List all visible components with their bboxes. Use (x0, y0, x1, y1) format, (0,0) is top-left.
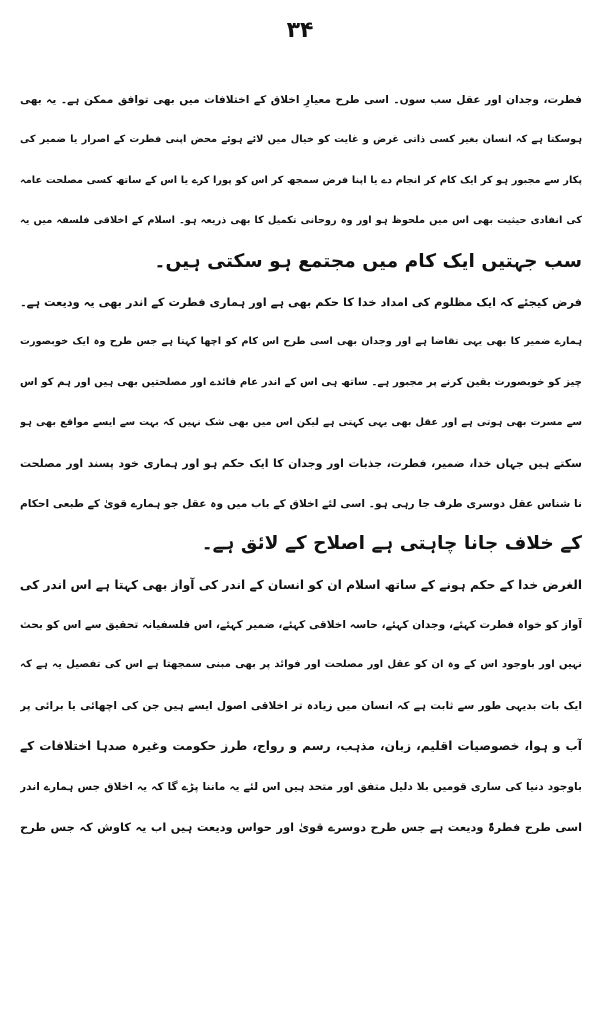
text-line: نا شناس عقل دوسری طرف جا رہی ہو۔ اسی لئے اخلاق کے باب میں وہ عقل جو ہمارے قویٰ کے طبعی احکام (20, 497, 582, 510)
page-number: ۳۴ (286, 18, 314, 43)
text-line: سکتے ہیں جہاں خدا، ضمیر، فطرت، جذبات اور وجدان کا ایک حکم ہو اور ہماری خود پسند اور مصلحت (20, 456, 582, 470)
text-line: کے خلاف جانا چاہتی ہے اصلاح کے لائق ہے۔ (201, 533, 582, 555)
text-line: کی انفادی حیثیت بھی اس میں ملحوظ ہو اور وہ روحانی تکمیل کا بھی ذریعہ ہو۔ اسلام کے اخلاقی فلسفہ میں یہ (20, 215, 582, 227)
text-line: فطرت، وجدان اور عقل سب سوں۔ اسی طرح معیارِ اخلاق کے اختلافات میں بھی توافق ممکن ہے۔ یہ بھی (20, 94, 582, 106)
text-line: ایک بات بدیہی طور سے ثابت ہے کہ انسان میں زیادہ تر اخلاقی اصول ایسے ہیں جن کی اچھائی یا برائی پر (20, 699, 582, 712)
text-line: فرض کیجئے کہ ایک مظلوم کی امداد خدا کا حکم بھی ہے اور ہماری فطرت کے اندر بھی یہ ودیعت ہے۔ (20, 294, 582, 309)
text-line: ہوسکتا ہے کہ انسان بغیر کسی ذاتی غرض و غایت کو خیال میں لائے ہوئے محض اپنی فطرت کے اصرار یا ضمیر کی (20, 134, 582, 146)
text-line: چیز کو خوبصورت یقین کرنے پر مجبور ہے۔ ساتھ ہی اس کے اندر عام فائدے اور مصلحتیں بھی ہیں اور ہم کو اس (20, 376, 582, 388)
text-line: الغرض خدا کے حکم ہونے کے ساتھ اسلام ان کو انسان کے اندر کی آواز بھی کہتا ہے اس اندر کی (20, 577, 582, 592)
text-line: آواز کو خواہ فطرت کہئے، وجدان کہئے، حاسہ اخلاقی کہئے، ضمیر کہئے، اس فلسفیانہ تحقیق سے اس کو بحث (20, 619, 582, 632)
text-line: نہیں اور باوجود اس کے وہ ان کو عقل اور مصلحت اور فوائد پر بھی مبنی سمجھتا ہے اس کی تفصیل یہ ہے کہ (20, 659, 582, 671)
text-line: سب جہتیں ایک کام میں مجتمع ہو سکتی ہیں۔ (154, 250, 582, 272)
text-line: پکار سے مجبور ہو کر ایک کام کر انجام دے یا اپنا فرض سمجھ کر اس کو پورا کرے یا اس کے ساتھ کسی مصلحت عامہ (20, 174, 582, 186)
text-line: ہمارے ضمیر کا بھی یہی تقاضا ہے اور وجدان بھی اسی طرح اس کام کو اچھا کہتا ہے جس طرح وہ ایک خوبصورت (20, 336, 582, 348)
text-line: سے مسرت بھی ہوتی ہے اور عقل بھی یہی کہتی ہے لیکن اس میں بھی شک نہیں کہ بہت سے ایسے مواقع بھی ہو (20, 417, 582, 429)
text-line: اسی طرح فطرۃً ودیعت ہے جس طرح دوسرے قویٰ اور حواس ودیعت ہیں اب یہ کاوش کہ جس طرح (20, 820, 582, 835)
page-body-text (20, 80, 582, 847)
text-line: آب و ہوا، خصوصیات اقلیم، زبان، مذہب، رسم و رواج، طرز حکومت وغیرہ صدہا اختلافات کے (20, 739, 582, 754)
text-line: باوجود دنیا کی ساری قومیں بلا دلیل متفق اور متحد ہیں اس لئے یہ ماننا پڑے گا کہ یہ اخلاق جس ہمارے اندر (20, 780, 582, 793)
